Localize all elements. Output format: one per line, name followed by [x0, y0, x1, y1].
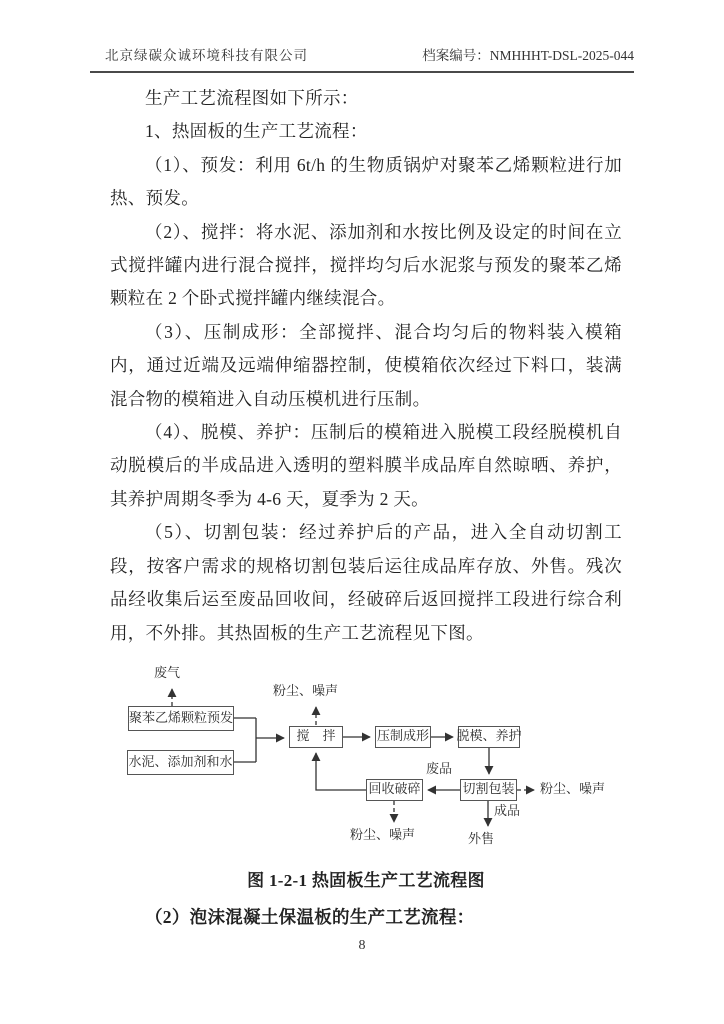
page-header	[90, 44, 634, 73]
flow-node-recycling: 回收破碎	[366, 779, 423, 801]
body-paragraph: （5）、切割包装：经过养护后的产品，进入全自动切割工段，按客户需求的规格切割包装后运往成品库存放、外售。残次品经收集后运至废品回收间，经破碎后返回搅拌工段进行综合利用，不外排。其热固板的生产工艺流程见下图。	[110, 522, 622, 643]
flow-node-cutting: 切割包装	[460, 779, 517, 801]
flow-label-sell-out: 外售	[468, 830, 495, 846]
archive-number-label: 档案编号：	[422, 48, 490, 63]
flow-label-dust-noise-mixing: 粉尘、噪声	[273, 682, 339, 698]
flow-node-materials: 水泥、添加剂和水	[127, 750, 234, 775]
flow-node-demolding: 脱模、养护	[458, 726, 520, 748]
process-flow-diagram	[110, 658, 630, 854]
archive-number	[422, 44, 634, 64]
page-number: 8	[358, 938, 366, 953]
flow-label-waste-product: 废品	[426, 760, 453, 776]
body-paragraph: （1）、预发：利用 6t/h 的生物质锅炉对聚苯乙烯颗粒进行加热、预发。	[110, 154, 622, 209]
flow-label-waste-gas: 废气	[154, 664, 181, 680]
figure-caption: 图 1-2-1 热固板生产工艺流程图	[247, 870, 485, 890]
body-paragraph: 1、热固板的生产工艺流程：	[145, 121, 368, 142]
body-paragraph: （4）、脱模、养护：压制后的模箱进入脱模工段经脱模机自动脱模后的半成品进入透明的塑料膜半成品库自然晾晒、养护，其养护周期冬季为 4-6 天，夏季为 2 天。	[110, 422, 622, 509]
flow-label-finished-product: 成品	[494, 802, 521, 818]
document-body	[110, 82, 622, 934]
archive-number-value: NMHHHT-DSL-2025-044	[489, 48, 634, 63]
flow-label-dust-noise-recycling: 粉尘、噪声	[350, 826, 416, 842]
body-paragraph: （3）、压制成形：全部搅拌、混合均匀后的物料装入模箱内，通过近端及远端伸缩器控制，使模箱依次经过下料口，装满混合物的模箱进入自动压模机进行压制。	[110, 321, 622, 409]
flow-node-pre-expand: 聚苯乙烯颗粒预发	[128, 706, 234, 731]
flow-node-mixing: 搅 拌	[289, 726, 343, 748]
flow-node-pressing: 压制成形	[375, 726, 431, 748]
body-paragraph: 生产工艺流程图如下所示：	[145, 88, 359, 108]
subheading: （2）泡沫混凝土保温板的生产工艺流程：	[145, 906, 475, 927]
company-name: 北京绿碳众诚环境科技有限公司	[105, 48, 308, 63]
flow-label-dust-noise-cutting: 粉尘、噪声	[540, 780, 606, 796]
body-paragraph: （2）、搅拌：将水泥、添加剂和水按比例及设定的时间在立式搅拌罐内进行混合搅拌，搅拌均匀后水泥浆与预发的聚苯乙烯颗粒在 2 个卧式搅拌罐内继续混合。	[110, 221, 622, 309]
